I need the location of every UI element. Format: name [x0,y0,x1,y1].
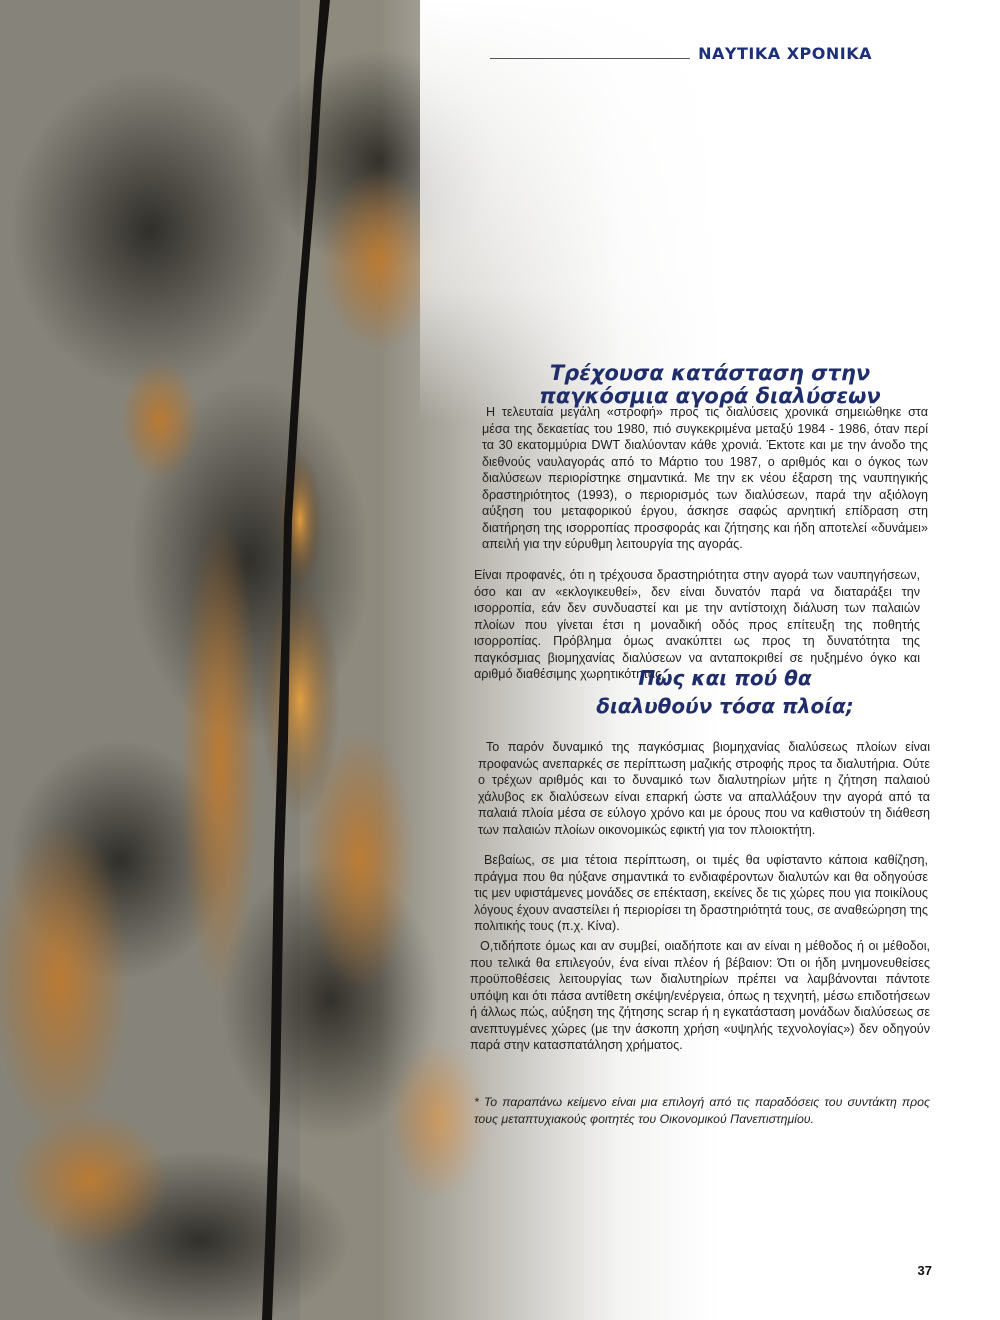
article-subtitle: Πώς και πού θα διαλυθούν τόσα πλοία; [596,666,854,718]
article-paragraph: Είναι προφανές, ότι η τρέχουσα δραστηριότητα στην αγορά των ναυπηγήσεων, όσο και αν «εκλογικευθεί», δεν είναι δυνατόν παρά να διαταράξει την ισορροπία, εάν δεν συνδυαστεί και με την αντίστοιχη διάλυση των παλαιών πλοίων που γίνεται έτσι η μοναδική οδός προς επίτευξη της ποθητής ισορροπίας. Πρόβλημα όμως ανακύπτει ως προς τη δυνατότητα της παγκόσμιας βιομηχανίας διαλύσεων να ανταποκριθεί σε ηυξημένο όγκο και αριθμό διαθέσιμης χωρητικότητας. [474,568,920,681]
article-paragraph: Η τελευταία μεγάλη «στροφή» προς τις διαλύσεις χρονικά σημειώθηκε στα μέσα της δεκαετίας του 1980, πιό συγκεκριμένα μεταξύ 1984 - 1986, όταν περί τα 30 εκατομμύρια DWT διαλύονταν κάθε χρονιά. Έκτοτε και με την άνοδο της διεθνούς ναυλαγοράς από το Μάρτιο του 1987, ο αριθμός και ο όγκος των διαλύσεων περιορίστηκε σημαντικά. Με την εκ νέου έξαρση της ναυπηγικής δραστηριότητος (1993), ο περιορισμός των διαλύσεων, παρά την αξιόλογη αύξηση του μεταφορικού έργου, άσκησε σαφώς αρνητική επίδραση στη διατήρηση της ισορροπίας προσφοράς και ζήτησης και ήδη αποτελεί «δυνάμει» απειλή για την εύρυθμη λειτουργία της αγοράς. [482,405,928,551]
section-title: ΝΑΥΤΙΚΑ ΧΡΟΝΙΚΑ [698,44,872,63]
header-rule [490,58,690,59]
page-number: 37 [917,1263,932,1278]
article-paragraph: Βεβαίως, σε μια τέτοια περίπτωση, οι τιμές θα υφίσταντο κάποια καθίζηση, πράγμα που θα ηύξανε σημαντικά το ενδιαφέροντων διαλυτών και θα οδηγούσε τις μεν υφιστάμενες μονάδες σε επέκταση, εκείνες δε τις χώρες που για ποικίλους λόγους έχουν αναστείλει ή περιορίσει τη δραστηριότητά τους, σε αναθεώρηση της πολιτικής τους (π.χ. Κίνα). [474,853,928,933]
article-paragraph: Το παρόν δυναμικό της παγκόσμιας βιομηχανίας διαλύσεως πλοίων είναι προφανώς ανεπαρκές σε περίπτωση μαζικής στροφής προς τα διαλυτήρια. Ούτε ο τρέχων αριθμός και το δυναμικό των διαλυτηρίων μήτε η ζήτηση παλαιού χάλυβος εκ διαλύσεων είναι επαρκή ώστε να απαλλάξουν την αγορά από τα παλαιά πλοία μέσα σε εύλογο χρόνο και με όρους που να καθιστούν τη διάθεση των παλαιών πλοίων οικονομικώς εφικτή για τον πλοιοκτήτη. [478,740,930,837]
article-title: Τρέχουσα κατάσταση στην παγκόσμια αγορά διαλύσεων [539,361,881,408]
section-header [490,44,872,63]
article-paragraph: Ο,τιδήποτε όμως και αν συμβεί, οιαδήποτε και αν είναι η μέθοδος ή οι μέθοδοι, που τελικά θα επιλεγούν, ένα είναι πλέον ή βέβαιον: Ότι οι ήδη μνημονευθείσες προϋποθέσεις λειτουργίας των διαλυτηρίων πρέπει να λαμβάνονται πάντοτε υπόψη και ότι πάσα αντίθετη σκέψη/ενέργεια, όπως η τεχνητή, μέσω επιδοτήσεων ή άλλως πώς, αύξηση της ζήτησης scrap ή η εγκατάσταση μονάδων διαλύσεως σε ανεπτυγμένες χώρες (με την άσκοπη χρήση «υψηλής τεχνολογίας») δεν οδηγούν παρά στην κατασπατάληση χρήματος. [470,939,930,1052]
footnote: * Το παραπάνω κείμενο είναι μια επιλογή από τις παραδόσεις του συντάκτη προς τους μεταπτυχιακούς φοιτητές του Οικονομικού Πανεπιστημίου. [474,1095,930,1126]
